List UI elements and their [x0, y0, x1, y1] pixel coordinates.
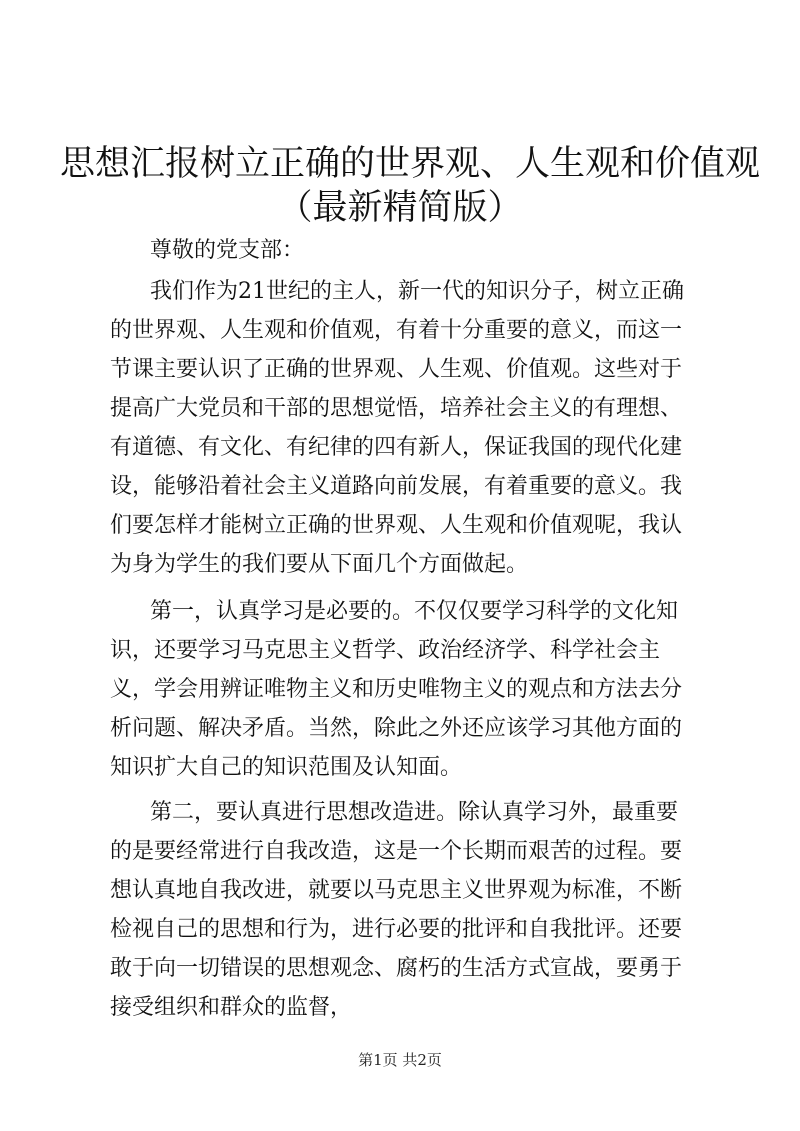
paragraph-first-point: 第一，认真学习是必要的。不仅仅要学习科学的文化知识，还要学习马克思主义哲学、政治经济学、科学社会主义，学会用辨证唯物主义和历史唯物主义的观点和方法去分析问题、解决矛盾。当然，除此之外还应该学习其他方面的知识扩大自己的知识范围及认知面。 — [110, 599, 683, 780]
document-title-line2: （最新精简版） — [277, 188, 523, 228]
document-title-line1: 思想汇报树立正确的世界观、人生观和价值观 — [60, 144, 761, 184]
salutation: 尊敬的党支部： — [150, 238, 305, 263]
paragraph-intro: 我们作为21世纪的主人，新一代的知识分子，树立正确的世界观、人生观和价值观，有着十分重要的意义，而这一节课主要认识了正确的世界观、人生观、价值观。这些对于提高广大党员和干部的思想觉悟，培养社会主义的有理想、有道德、有文化、有纪律的四有新人，保证我国的现代化建设，能够沿着社会主义道路向前发展，有着重要的意义。我们要怎样才能树立正确的世界观、人生观和价值观呢，我认为身为学生的我们要从下面几个方面做起。 — [110, 279, 684, 577]
paragraph-second-point: 第二，要认真进行思想改造进。除认真学习外，最重要的是要经常进行自我改造，这是一个长期而艰苦的过程。要想认真地自我改进，就要以马克思主义世界观为标准，不断检视自己的思想和行为，进行必要的批评和自我批评。还要敢于向一切错误的思想观念、腐朽的生活方式宣战，要勇于接受组织和群众的监督， — [110, 800, 683, 1020]
page-number-footer: 第1页 共2页 — [358, 1051, 442, 1069]
